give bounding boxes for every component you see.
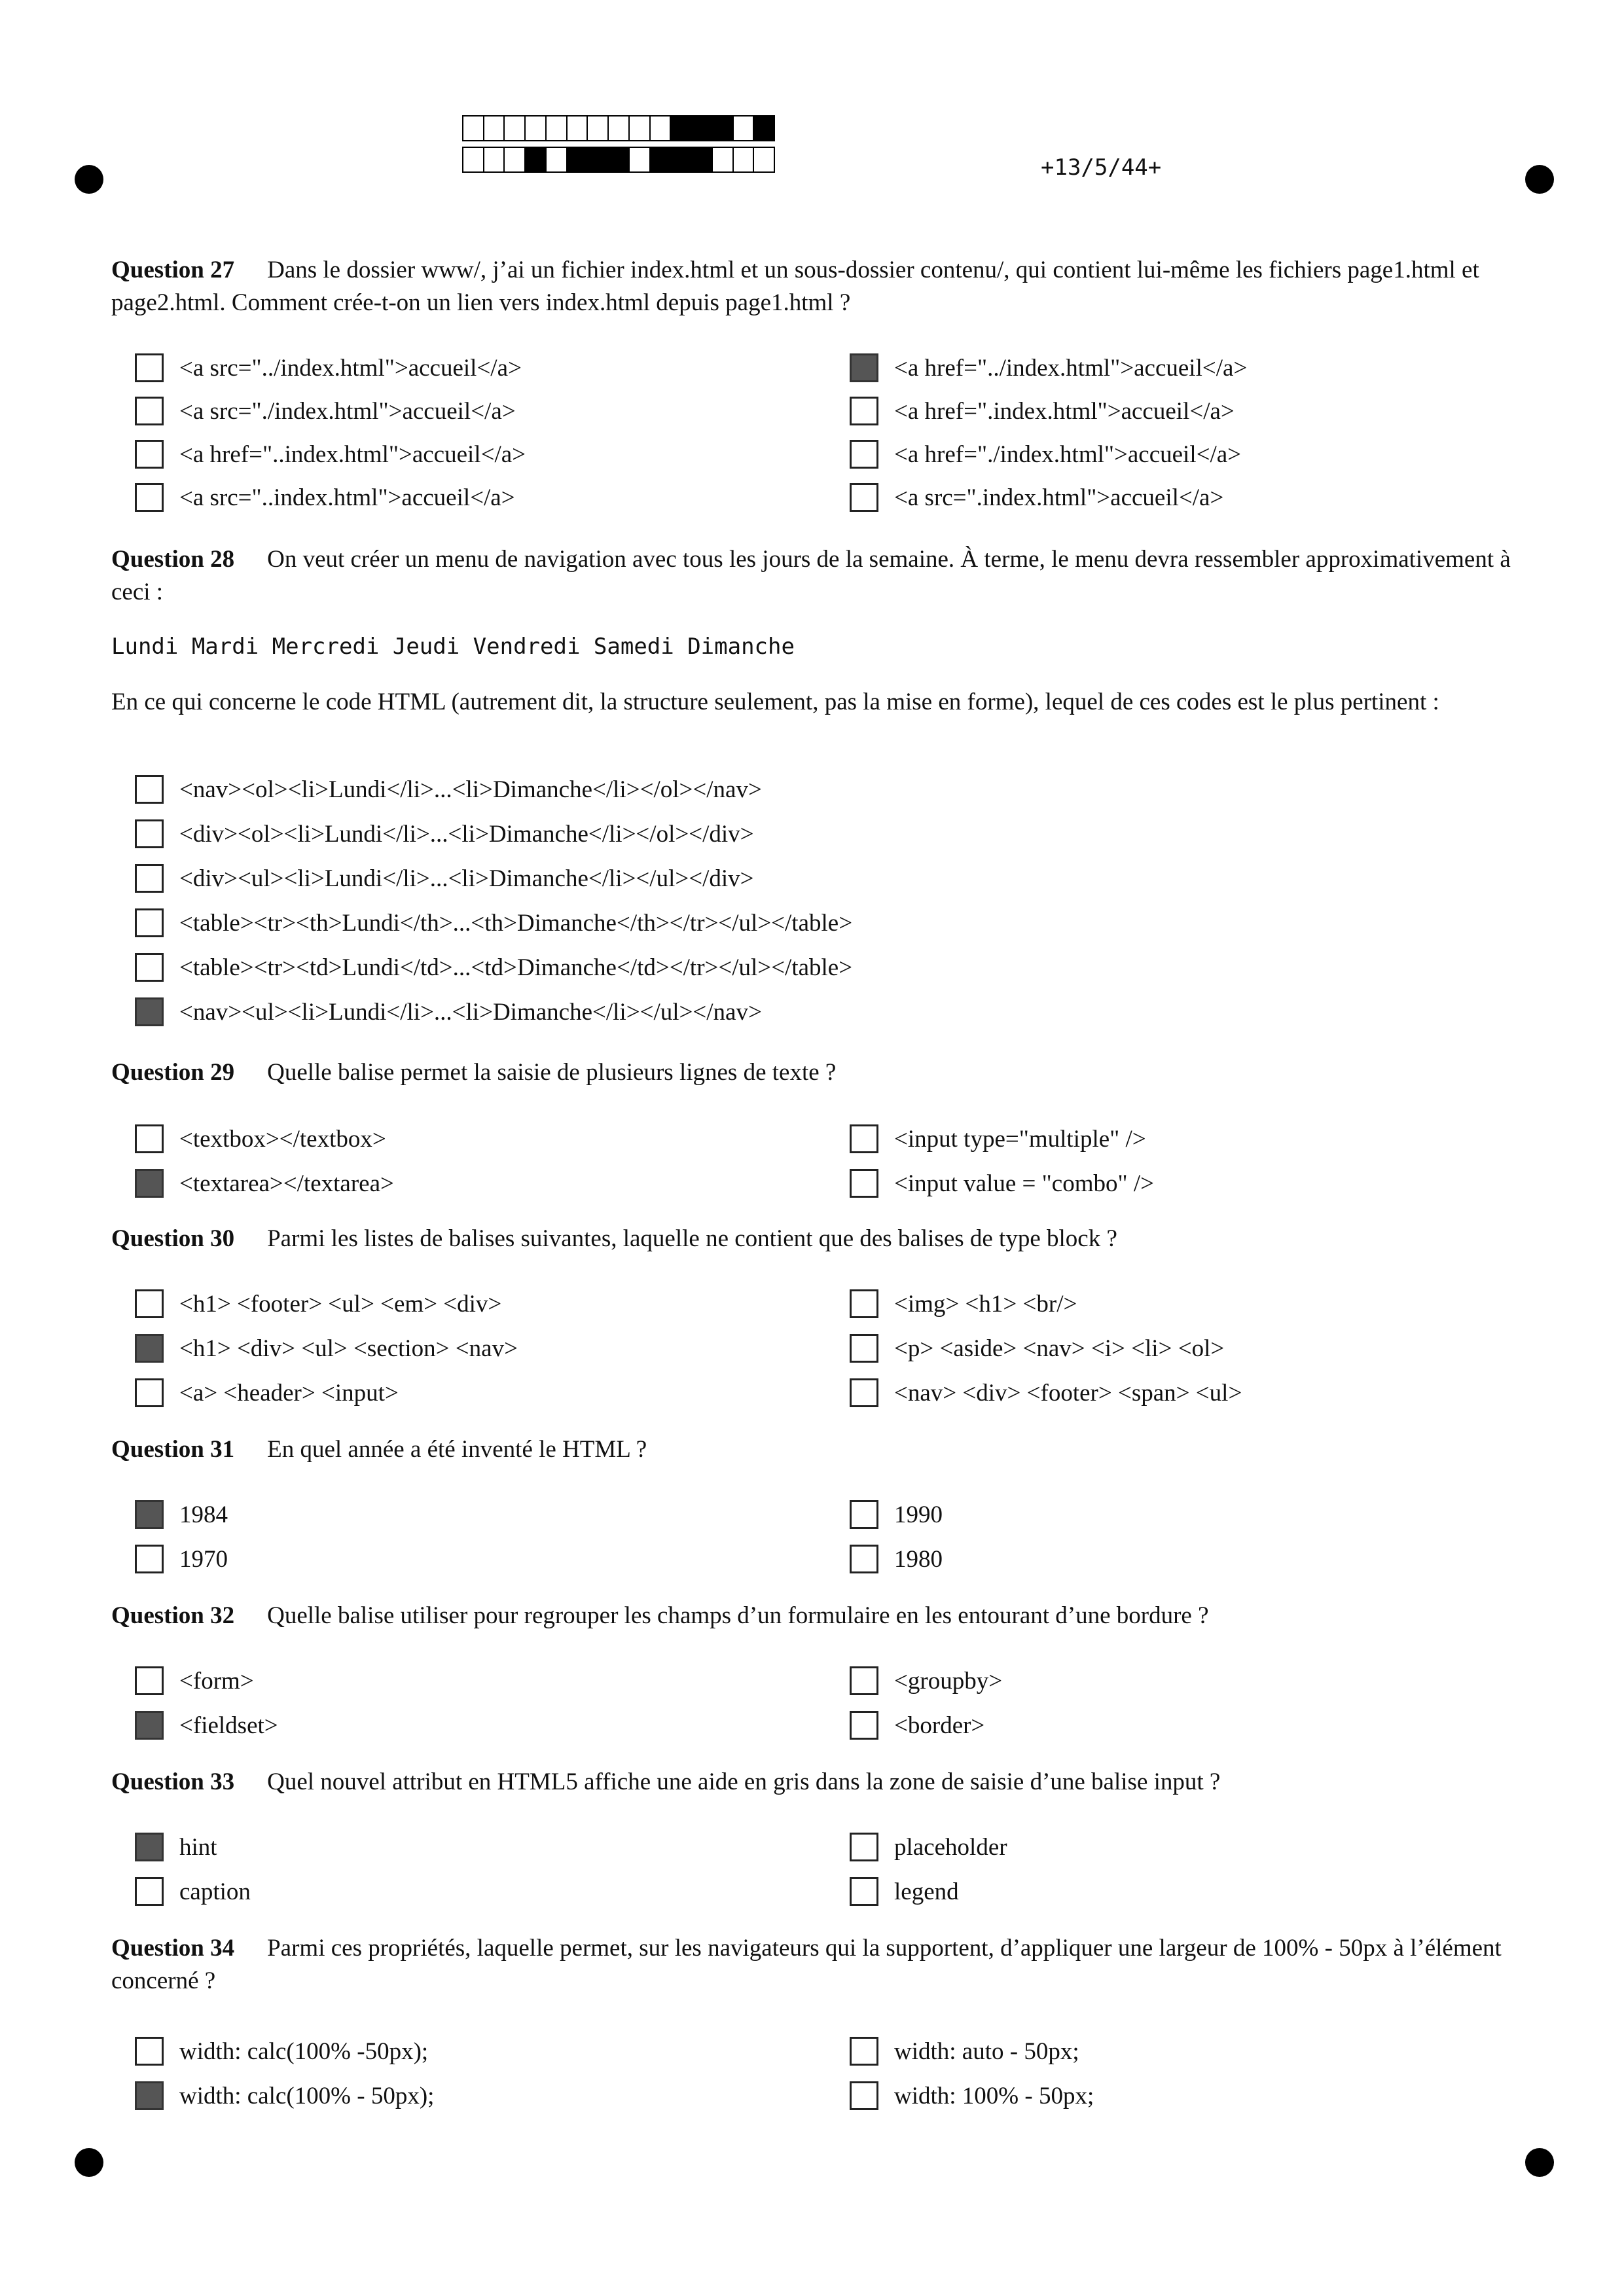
answer-option-label: <textbox></textbox> [179, 1125, 386, 1153]
answer-option-label: <img> <h1> <br/> [894, 1290, 1077, 1318]
checkbox[interactable] [850, 1833, 878, 1861]
barcode-cell [547, 117, 568, 140]
answer-option[interactable] [135, 1498, 228, 1532]
barcode-cell [484, 117, 505, 140]
answer-option-label: placeholder [894, 1833, 1007, 1861]
answer-option[interactable] [135, 1708, 278, 1742]
answer-option-label: <a src="./index.html">accueil</a> [179, 397, 516, 425]
answer-option-label: <textarea></textarea> [179, 1170, 394, 1197]
barcode-row [462, 147, 775, 173]
answer-option-label: <nav><ol><li>Lundi</li>...<li>Dimanche</li></ol></nav> [179, 776, 762, 803]
barcode-row [462, 115, 775, 141]
barcode-cell [463, 117, 484, 140]
answer-option-label: <table><tr><td>Lundi</td>...<td>Dimanche</td></tr></ul></table> [179, 954, 853, 981]
question-text: Dans le dossier www/, j’ai un fichier index.html et un sous-dossier contenu/, qui contient lui-même les fichiers page1.html et page2.html. Comment crée-t-on un lien vers index.html depuis page1.html ? [111, 257, 1479, 316]
answer-option[interactable] [135, 950, 852, 984]
question-label: Question 32 [111, 1602, 235, 1629]
answer-option-label: width: 100% - 50px; [894, 2082, 1094, 2109]
checkbox[interactable] [135, 440, 164, 469]
barcode-cell [713, 148, 734, 171]
answer-option[interactable] [135, 1542, 228, 1576]
checkbox[interactable] [135, 483, 164, 512]
barcode-cell [505, 117, 526, 140]
barcode-cell [609, 148, 630, 171]
answer-option-label: <a href="../index.html">accueil</a> [894, 354, 1248, 382]
checkbox[interactable] [850, 1169, 878, 1198]
answer-option[interactable] [850, 1830, 1007, 1864]
answer-option[interactable] [135, 394, 516, 428]
answer-option[interactable] [135, 861, 754, 895]
checkbox[interactable] [135, 864, 164, 893]
answer-option[interactable] [135, 1287, 501, 1321]
answer-option[interactable] [850, 1287, 1077, 1321]
barcode-cell [734, 117, 755, 140]
answer-option[interactable] [135, 1331, 518, 1365]
question-text: En quel année a été inventé le HTML ? [267, 1436, 647, 1463]
barcode-cell [588, 148, 609, 171]
question-29 [111, 1056, 1525, 1089]
question-text: Parmi les listes de balises suivantes, laquelle ne contient que des balises de type block ? [267, 1225, 1117, 1252]
checkbox[interactable] [135, 353, 164, 382]
checkbox[interactable] [850, 1124, 878, 1153]
answer-option-label: <input value = "combo" /> [894, 1170, 1154, 1197]
registration-mark-bottom-right [1525, 2148, 1554, 2177]
checkbox[interactable] [850, 1334, 878, 1363]
answer-option[interactable] [135, 2034, 428, 2068]
question-text: Quelle balise permet la saisie de plusieurs lignes de texte ? [267, 1059, 837, 1086]
answer-option[interactable] [850, 1664, 1002, 1698]
answer-option-label: <div><ul><li>Lundi</li>...<li>Dimanche</li></ul></div> [179, 865, 754, 892]
menu-example-code: Lundi Mardi Mercredi Jeudi Vendredi Samedi Dimanche [111, 634, 795, 660]
checkbox[interactable] [850, 2081, 878, 2110]
registration-mark-top-left [75, 165, 103, 194]
answer-option[interactable] [850, 480, 1223, 514]
checkbox[interactable] [135, 397, 164, 425]
checkbox[interactable] [850, 1378, 878, 1407]
answer-option[interactable] [135, 1376, 399, 1410]
barcode-cell [630, 117, 651, 140]
answer-option[interactable] [850, 351, 1247, 385]
barcode-cell [713, 117, 734, 140]
checkbox[interactable] [850, 1666, 878, 1695]
question-31 [111, 1433, 1525, 1466]
barcode-cell [692, 117, 713, 140]
answer-option-label: <fieldset> [179, 1712, 278, 1739]
answer-option[interactable] [135, 906, 852, 940]
barcode-cell [484, 148, 505, 171]
barcode-cell [526, 117, 547, 140]
answer-option-label: <a src="../index.html">accueil</a> [179, 354, 522, 382]
answer-option-label: <p> <aside> <nav> <i> <li> <ol> [894, 1335, 1225, 1362]
checkbox-checked[interactable] [135, 1334, 164, 1363]
answer-option-label: width: calc(100% - 50px); [179, 2082, 435, 2109]
answer-option[interactable] [850, 437, 1241, 471]
question-33 [111, 1766, 1525, 1799]
barcode-cell [526, 148, 547, 171]
checkbox[interactable] [850, 483, 878, 512]
question-label: Question 29 [111, 1059, 235, 1086]
question-label: Question 30 [111, 1225, 235, 1252]
answer-option[interactable] [850, 1166, 1154, 1200]
answer-option-label: <a src=".index.html">accueil</a> [894, 484, 1224, 511]
page-code: +13/5/44+ [1041, 154, 1162, 181]
barcode-cell [547, 148, 568, 171]
question-label: Question 34 [111, 1935, 235, 1962]
answer-option-label: <groupby> [894, 1667, 1003, 1695]
answer-option[interactable] [135, 351, 522, 385]
question-34 [111, 1932, 1525, 1998]
checkbox-checked[interactable] [850, 353, 878, 382]
answer-option-label: <a> <header> <input> [179, 1379, 399, 1407]
question-label: Question 28 [111, 546, 235, 573]
answer-option-label: <border> [894, 1712, 985, 1739]
barcode-cell [671, 117, 692, 140]
checkbox[interactable] [135, 1666, 164, 1695]
answer-option-label: <div><ol><li>Lundi</li>...<li>Dimanche</li></ol></div> [179, 820, 754, 848]
checkbox[interactable] [135, 2037, 164, 2066]
question-32 [111, 1600, 1525, 1632]
barcode-cell [754, 148, 774, 171]
question-subtext: En ce qui concerne le code HTML (autrement dit, la structure seulement, pas la mise en forme), lequel de ces codes est le plus pertinent : [111, 689, 1439, 715]
answer-option[interactable] [850, 1498, 943, 1532]
barcode-cell [630, 148, 651, 171]
checkbox[interactable] [135, 908, 164, 937]
barcode-cell [651, 117, 672, 140]
answer-option-label: hint [179, 1833, 217, 1861]
answer-option[interactable] [850, 1331, 1224, 1365]
barcode-cell [588, 117, 609, 140]
checkbox[interactable] [135, 953, 164, 982]
answer-option[interactable] [135, 995, 762, 1029]
question-text: Quelle balise utiliser pour regrouper les champs d’un formulaire en les entourant d’une bordure ? [267, 1602, 1209, 1629]
checkbox-checked[interactable] [135, 1833, 164, 1861]
question-text: Quel nouvel attribut en HTML5 affiche une aide en gris dans la zone de saisie d’une balise input ? [267, 1768, 1221, 1795]
barcode-cell [734, 148, 755, 171]
checkbox[interactable] [135, 819, 164, 848]
barcode-cell [568, 148, 588, 171]
checkbox[interactable] [850, 1289, 878, 1318]
answer-option[interactable] [135, 1830, 217, 1864]
answer-option-label: width: auto - 50px; [894, 2037, 1079, 2065]
answer-option-label: <a href=".index.html">accueil</a> [894, 397, 1235, 425]
answer-option-label: <a href="./index.html">accueil</a> [894, 440, 1242, 468]
answer-option[interactable] [135, 2079, 434, 2113]
answer-option-label: <form> [179, 1667, 254, 1695]
checkbox-checked[interactable] [135, 2081, 164, 2110]
checkbox[interactable] [135, 775, 164, 804]
answer-option[interactable] [850, 2034, 1079, 2068]
barcode-cell [754, 117, 774, 140]
question-30 [111, 1223, 1525, 1255]
barcode-cell [651, 148, 672, 171]
answer-option[interactable] [850, 1376, 1242, 1410]
answer-option[interactable] [850, 1708, 984, 1742]
answer-option[interactable] [135, 1122, 386, 1156]
question-27 [111, 254, 1525, 319]
checkbox[interactable] [850, 397, 878, 425]
checkbox[interactable] [135, 1877, 164, 1906]
checkbox[interactable] [850, 2037, 878, 2066]
answer-option[interactable] [135, 1874, 251, 1909]
checkbox-checked[interactable] [135, 1711, 164, 1740]
barcode-cell [505, 148, 526, 171]
answer-option[interactable] [850, 394, 1235, 428]
checkbox[interactable] [135, 1545, 164, 1573]
barcode-cell [671, 148, 692, 171]
question-text: On veut créer un menu de navigation avec tous les jours de la semaine. À terme, le menu devra ressembler approximativement à ceci : [111, 546, 1511, 605]
answer-option[interactable] [135, 772, 762, 806]
answer-option[interactable] [850, 1122, 1146, 1156]
checkbox-checked[interactable] [135, 997, 164, 1026]
page-barcode [462, 115, 775, 178]
answer-option-label: 1980 [894, 1545, 943, 1573]
answer-option-label: 1984 [179, 1501, 228, 1528]
barcode-cell [609, 117, 630, 140]
registration-mark-top-right [1525, 165, 1554, 194]
checkbox[interactable] [850, 1711, 878, 1740]
answer-option-label: <a src="..index.html">accueil</a> [179, 484, 515, 511]
checkbox[interactable] [850, 1877, 878, 1906]
registration-mark-bottom-left [75, 2148, 103, 2177]
answer-option-label: width: calc(100% -50px); [179, 2037, 429, 2065]
answer-option-label: <table><tr><th>Lundi</th>...<th>Dimanche</th></tr></ul></table> [179, 909, 853, 937]
checkbox-checked[interactable] [135, 1169, 164, 1198]
answer-option[interactable] [135, 1664, 254, 1698]
answer-option[interactable] [135, 1166, 394, 1200]
barcode-cell [568, 117, 588, 140]
answer-option[interactable] [135, 437, 526, 471]
checkbox[interactable] [135, 1289, 164, 1318]
answer-option-label: <nav><ul><li>Lundi</li>...<li>Dimanche</li></ul></nav> [179, 998, 762, 1026]
question-28 [111, 543, 1525, 609]
question-label: Question 27 [111, 257, 235, 283]
checkbox[interactable] [850, 440, 878, 469]
answer-option-label: 1990 [894, 1501, 943, 1528]
checkbox[interactable] [135, 1378, 164, 1407]
answer-option[interactable] [850, 1874, 959, 1909]
checkbox[interactable] [135, 1124, 164, 1153]
answer-option-label: <h1> <footer> <ul> <em> <div> [179, 1290, 502, 1318]
answer-option[interactable] [135, 480, 515, 514]
answer-option[interactable] [135, 817, 754, 851]
checkbox[interactable] [850, 1545, 878, 1573]
barcode-cell [463, 148, 484, 171]
answer-option-label: <input type="multiple" /> [894, 1125, 1146, 1153]
barcode-cell [692, 148, 713, 171]
answer-option-label: caption [179, 1878, 251, 1905]
answer-option-label: <nav> <div> <footer> <span> <ul> [894, 1379, 1242, 1407]
answer-option-label: legend [894, 1878, 959, 1905]
question-text: Parmi ces propriétés, laquelle permet, sur les navigateurs qui la supportent, d’appliquer une largeur de 100% - 50px à l’élément concerné ? [111, 1935, 1502, 1994]
question-label: Question 31 [111, 1436, 235, 1463]
answer-option-label: 1970 [179, 1545, 228, 1573]
checkbox-checked[interactable] [135, 1500, 164, 1529]
answer-option-label: <a href="..index.html">accueil</a> [179, 440, 526, 468]
question-label: Question 33 [111, 1768, 235, 1795]
answer-option-label: <h1> <div> <ul> <section> <nav> [179, 1335, 518, 1362]
answer-option[interactable] [850, 1542, 943, 1576]
answer-option[interactable] [850, 2079, 1094, 2113]
checkbox[interactable] [850, 1500, 878, 1529]
